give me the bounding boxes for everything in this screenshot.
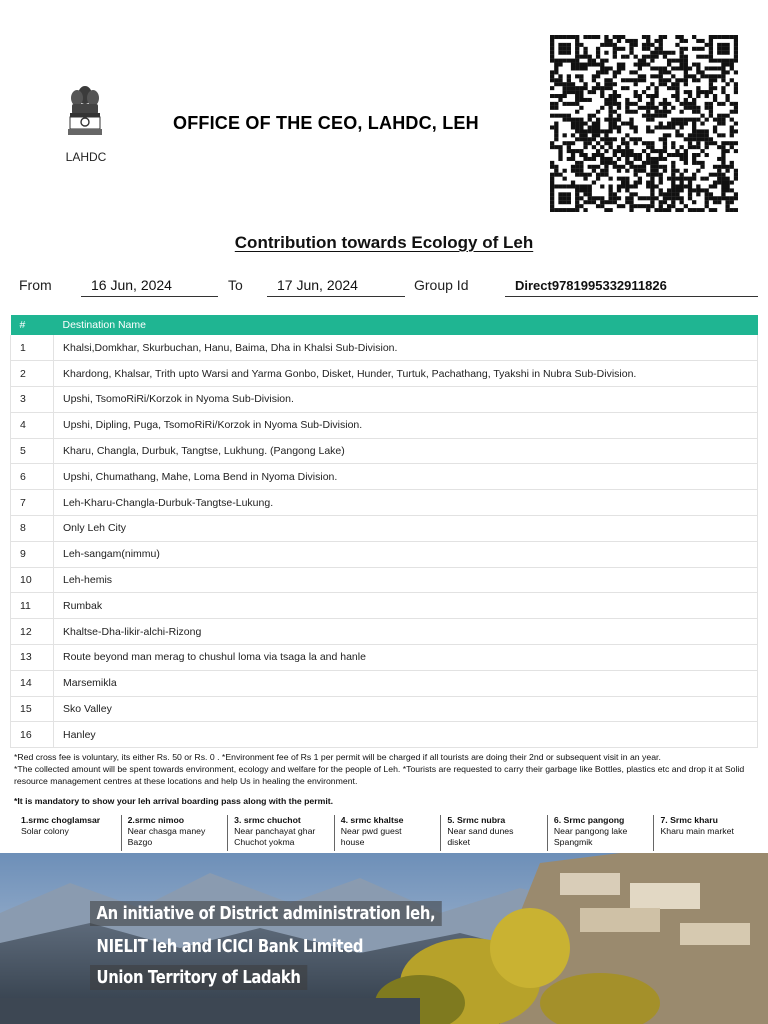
to-date-value: 17 Jun, 2024 [267,276,405,297]
srmc-centre [653,815,760,851]
srmc-location: Chuchot yokma [234,837,295,847]
group-id-label: Group Id [414,277,469,293]
table-row [11,387,758,413]
srmc-location: Solar colony [21,826,69,836]
srmc-name: 6. Srmc pangong [553,815,625,825]
fee-note-line-2: *The collected amount will be spent towards environment, ecology and welfare for the people of Leh. *Tourists are requested to carry their garbage like Bottles, plastics etc and drop it at Solid resource management centres at these locations and help Us in healing the environment. [14,764,745,786]
fee-notes [14,751,754,787]
destination-name: Hanley [54,722,758,748]
srmc-location: Near pangong lake [553,826,628,836]
to-label: To [228,277,243,293]
table-row [11,567,758,593]
from-date-value: 16 Jun, 2024 [81,276,218,297]
srmc-name: 3. srmc chuchot [234,815,301,825]
row-number: 13 [11,645,54,671]
row-number: 5 [11,438,54,464]
srmc-name: 7. Srmc kharu [660,815,718,825]
destination-name: Upshi, TsomoRiRi/Korzok in Nyoma Sub-Division. [54,387,758,413]
srmc-name: 4. srmc khaltse [340,815,404,825]
srmc-name: 5. Srmc nubra [447,815,506,825]
row-number: 1 [11,335,54,361]
fee-note-line-1: *Red cross fee is voluntary, its either Rs. 50 or Rs. 0 . *Environment fee of Rs 1 per permit will be charged if all tourists are doing their 2nd or subsequent visit in an year. [14,752,661,762]
table-row [11,722,758,748]
destination-table [10,315,758,748]
srmc-name: 1.srmc choglamsar [21,815,101,825]
row-number: 7 [11,490,54,516]
srmc-location: Bazgo [127,837,153,847]
srmc-centre [15,815,121,851]
column-header-destination: Destination Name [54,315,758,335]
srmc-name: 2.srmc nimoo [127,815,185,825]
srmc-location: Near pwd guest [340,826,402,836]
row-number: 10 [11,567,54,593]
row-number: 8 [11,516,54,542]
table-header-row [11,315,758,335]
banner-line-1: An initiative of District administration leh, [90,901,442,926]
row-number: 16 [11,722,54,748]
row-number: 6 [11,464,54,490]
destination-name: Rumbak [54,593,758,619]
destination-name: Upshi, Chumathang, Mahe, Loma Bend in Nyoma Division. [54,464,758,490]
banner-line-3: Union Territory of Ladakh [90,965,307,990]
destination-name: Only Leh City [54,516,758,542]
table-row [11,593,758,619]
srmc-centre [334,815,441,851]
destination-name: Route beyond man merag to chushul loma via tsaga la and hanle [54,645,758,671]
srmc-centre [227,815,334,851]
table-row [11,335,758,361]
destination-name: Upshi, Dipling, Puga, TsomoRiRi/Korzok in Nyoma Sub-Division. [54,412,758,438]
destination-name: Khardong, Khalsar, Trith upto Warsi and Yarma Gonbo, Disket, Hunder, Turtuk, Pachathang, Tyakshi in Nubra Sub-Division. [54,361,758,387]
srmc-location: Kharu main market [660,826,734,836]
qr-code [550,35,738,212]
row-number: 9 [11,541,54,567]
document-title: Contribution towards Ecology of Leh [234,233,534,252]
destination-name: Khaltse-Dha-likir-alchi-Rizong [54,619,758,645]
group-id-value: Direct9781995332911826 [505,276,758,297]
table-row [11,645,758,671]
table-row [11,438,758,464]
destination-name: Leh-sangam(nimmu) [54,541,758,567]
document-header [0,0,768,225]
destination-name: Leh-hemis [54,567,758,593]
table-row [11,412,758,438]
permit-meta-row [0,276,768,300]
emblem-label: LAHDC [65,150,107,164]
initiative-banner [0,853,768,1024]
srmc-centre [121,815,228,851]
srmc-location: Near sand dunes [447,826,514,836]
national-emblem-icon [64,82,106,146]
office-title: OFFICE OF THE CEO, LAHDC, LEH [173,113,479,133]
from-label: From [19,277,52,293]
srmc-location: disket [447,837,471,847]
row-number: 14 [11,670,54,696]
mandatory-note: *It is mandatory to show your leh arrival boarding pass along with the permit. [14,796,334,806]
destination-table-body [11,335,758,748]
srmc-centres [15,815,760,851]
srmc-location: Spangmik [553,837,593,847]
table-row [11,361,758,387]
row-number: 4 [11,412,54,438]
table-row [11,490,758,516]
row-number: 15 [11,696,54,722]
banner-line-2: NIELIT leh and ICICI Bank Limited [96,936,364,957]
table-row [11,619,758,645]
row-number: 2 [11,361,54,387]
srmc-location: house [340,837,365,847]
table-row [11,516,758,542]
destination-name: Sko Valley [54,696,758,722]
srmc-centre [547,815,654,851]
destination-name: Marsemikla [54,670,758,696]
column-header-number: # [11,315,54,335]
srmc-location: Near panchayat ghar [234,826,316,836]
table-row [11,541,758,567]
table-row [11,464,758,490]
row-number: 12 [11,619,54,645]
destination-name: Kharu, Changla, Durbuk, Tangtse, Lukhung. (Pangong Lake) [54,438,758,464]
lahdc-emblem [38,82,134,166]
srmc-centre [440,815,547,851]
destination-name: Leh-Kharu-Changla-Durbuk-Tangtse-Lukung. [54,490,758,516]
srmc-location: Near chasga maney [127,826,206,836]
destination-name: Khalsi,Domkhar, Skurbuchan, Hanu, Baima, Dha in Khalsi Sub-Division. [54,335,758,361]
table-row [11,670,758,696]
table-row [11,696,758,722]
row-number: 11 [11,593,54,619]
row-number: 3 [11,387,54,413]
